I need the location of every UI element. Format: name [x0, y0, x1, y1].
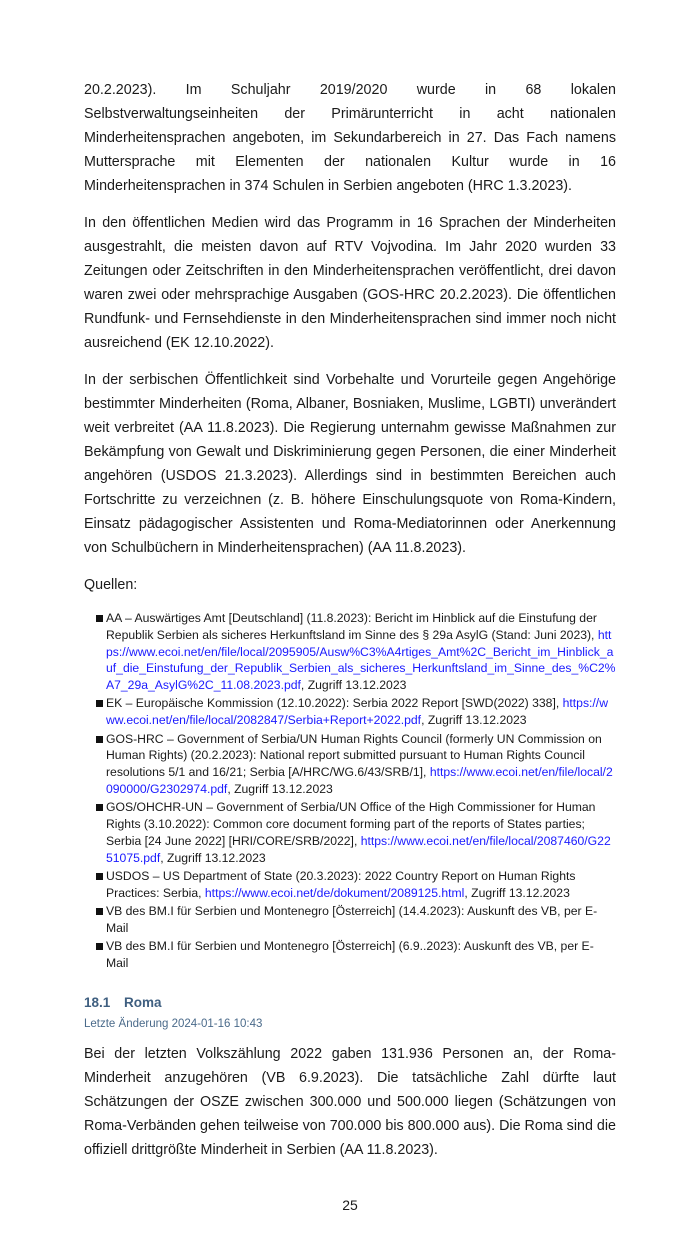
reference-item: [84, 695, 616, 729]
reference-item: [84, 938, 616, 972]
sources-label: Quellen:: [84, 577, 138, 593]
reference-text: EK – Europäische Kommission (12.10.2022): Serbia 2022 Report [SWD(2022) 338],: [106, 696, 563, 711]
reference-text: GOS/OHCHR-UN – Government of Serbia/UN Office of the High Commissioner for Human Rights (3.10.2022): Common core document forming part of the reports of States parties; Serbia [24 June 2022] [HRI/CORE/SRB/2022],: [106, 800, 596, 848]
reference-access: , Zugriff 13.12.2023: [160, 850, 266, 865]
page-number: 25: [342, 1196, 358, 1213]
reference-access: , Zugriff 13.12.2023: [421, 713, 527, 728]
section-heading: [84, 994, 616, 1012]
last-changed: Letzte Änderung 2024-01-16 10:43: [84, 1017, 263, 1030]
reference-text: VB des BM.I für Serbien und Montenegro [Österreich] (6.9..2023): Auskunft des VB, per E-Mail: [106, 939, 594, 970]
bullet-icon: [96, 943, 103, 950]
reference-access: , Zugriff 13.12.2023: [300, 678, 407, 693]
paragraph-discrimination: In der serbischen Öffentlichkeit sind Vorbehalte und Vorurteile gegen Angehörige bestimmter Minderheiten (Roma, Albaner, Bosniaken, Muslime, LGBTI) unverändert weit verbreitet (AA 11.8.2023). Die Regierung unternahm gewisse Maßnahmen zur Bekämpfung von Gewalt und Diskriminierung gegen Personen, die einer Minderheit angehören (USDOS 21.3.2023). Allerdings sind in bestimmten Bereichen auch Fortschritte zu verzeichnen (z. B. höhere Einschulungsquote von Roma-Kindern, Einsatz pädagogischer Assistenten und Roma-Mediatorinnen oder Anerkennung von Schulbüchern in Minderheitensprachen) (AA 11.8.2023).: [84, 372, 616, 556]
reference-item: [84, 799, 616, 866]
reference-text: GOS-HRC – Government of Serbia/UN Human Rights Council (formerly UN Commission on Human Rights) (20.2.2023): National report submitted pursuant to Human Rights Council resolutions 5/1 and 16/21; Serbia [A/HRC/WG.6/43/SRB/1],: [106, 731, 602, 780]
section-number: 18.1: [84, 994, 111, 1010]
bullet-icon: [96, 908, 103, 915]
reference-link[interactable]: https://www.ecoi.net/en/file/local/2082847/Serbia+Report+2022.pdf: [106, 696, 608, 728]
paragraph-education: 20.2.2023). Im Schuljahr 2019/2020 wurde in 68 lokalen Selbstverwaltungseinheiten der Primärunterricht in acht nationalen Minderheitensprachen angeboten, im Sekundarbereich in 27. Das Fach namens Muttersprache mit Elementen der nationalen Kultur wurde in 16 Minderheitensprachen in 374 Schulen in Serbien angeboten (HRC 1.3.2023).: [84, 82, 616, 194]
reference-link[interactable]: https://www.ecoi.net/en/file/local/2087460/G2251075.pdf: [106, 833, 611, 865]
reference-text: AA – Auswärtiges Amt [Deutschland] (11.8.2023): Bericht im Hinblick auf die Einstufung der Republik Serbien als sicheres Herkunftsland im Sinne des § 29a AsylG (Stand: Juni 2023),: [106, 611, 598, 642]
reference-text: VB des BM.I für Serbien und Montenegro [Österreich] (14.4.2023): Auskunft des VB, per E-Mail: [106, 904, 598, 935]
reference-access: , Zugriff 13.12.2023: [227, 781, 333, 796]
bullet-icon: [96, 700, 103, 707]
reference-text: USDOS – US Department of State (20.3.2023): 2022 Country Report on Human Rights Practices: Serbia,: [106, 868, 576, 900]
section-title: Roma: [124, 994, 162, 1010]
paragraph-media: In den öffentlichen Medien wird das Programm in 16 Sprachen der Minderheiten ausgestrahlt, die meisten davon auf RTV Vojvodina. Im Jahr 2020 wurden 33 Zeitungen oder Zeitschriften in den Minderheitensprachen veröffentlicht, drei davon waren zwei oder mehrsprachige Ausgaben (GOS-HRC 20.2.2023). Die öffentlichen Rundfunk- und Fernsehdienste in den Minderheitensprachen sind immer noch nicht ausreichend (EK 12.10.2022).: [84, 215, 616, 351]
reference-item: [84, 868, 616, 902]
reference-link[interactable]: https://www.ecoi.net/en/file/local/2090000/G2302974.pdf: [106, 765, 613, 796]
bullet-icon: [96, 873, 103, 880]
reference-link[interactable]: https://www.ecoi.net/de/dokument/2089125.html: [204, 885, 465, 900]
reference-item: [84, 610, 616, 694]
paragraph-roma: Bei der letzten Volkszählung 2022 gaben 131.936 Personen an, der Roma-Minderheit anzugehören (VB 6.9.2023). Die tatsächliche Zahl dürfte laut Schätzungen der OSZE zwischen 300.000 und 500.000 liegen (Schätzungen von Roma-Verbänden gehen teilweise von 700.000 bis 800.000 aus). Die Roma sind die offiziell drittgrößte Minderheit in Serbien (AA 11.8.2023).: [84, 1045, 616, 1158]
reference-link[interactable]: https://www.ecoi.net/en/file/local/2095905/Ausw%C3%A4rtiges_Amt%2C_Bericht_im_Hinblick_auf_die_Einstufung_der_Republik_Serbien_als_sicheres_Herkunftsland_im_Sinne_des_%C2%A7_29a_AsylG%2C_11.08.2023.pdf: [106, 627, 616, 693]
bullet-icon: [96, 804, 103, 811]
reference-access: , Zugriff 13.12.2023: [464, 885, 570, 900]
reference-list: [84, 610, 616, 972]
bullet-icon: [96, 615, 103, 622]
reference-item: [84, 903, 616, 937]
bullet-icon: [96, 736, 103, 743]
reference-item: [84, 731, 616, 798]
